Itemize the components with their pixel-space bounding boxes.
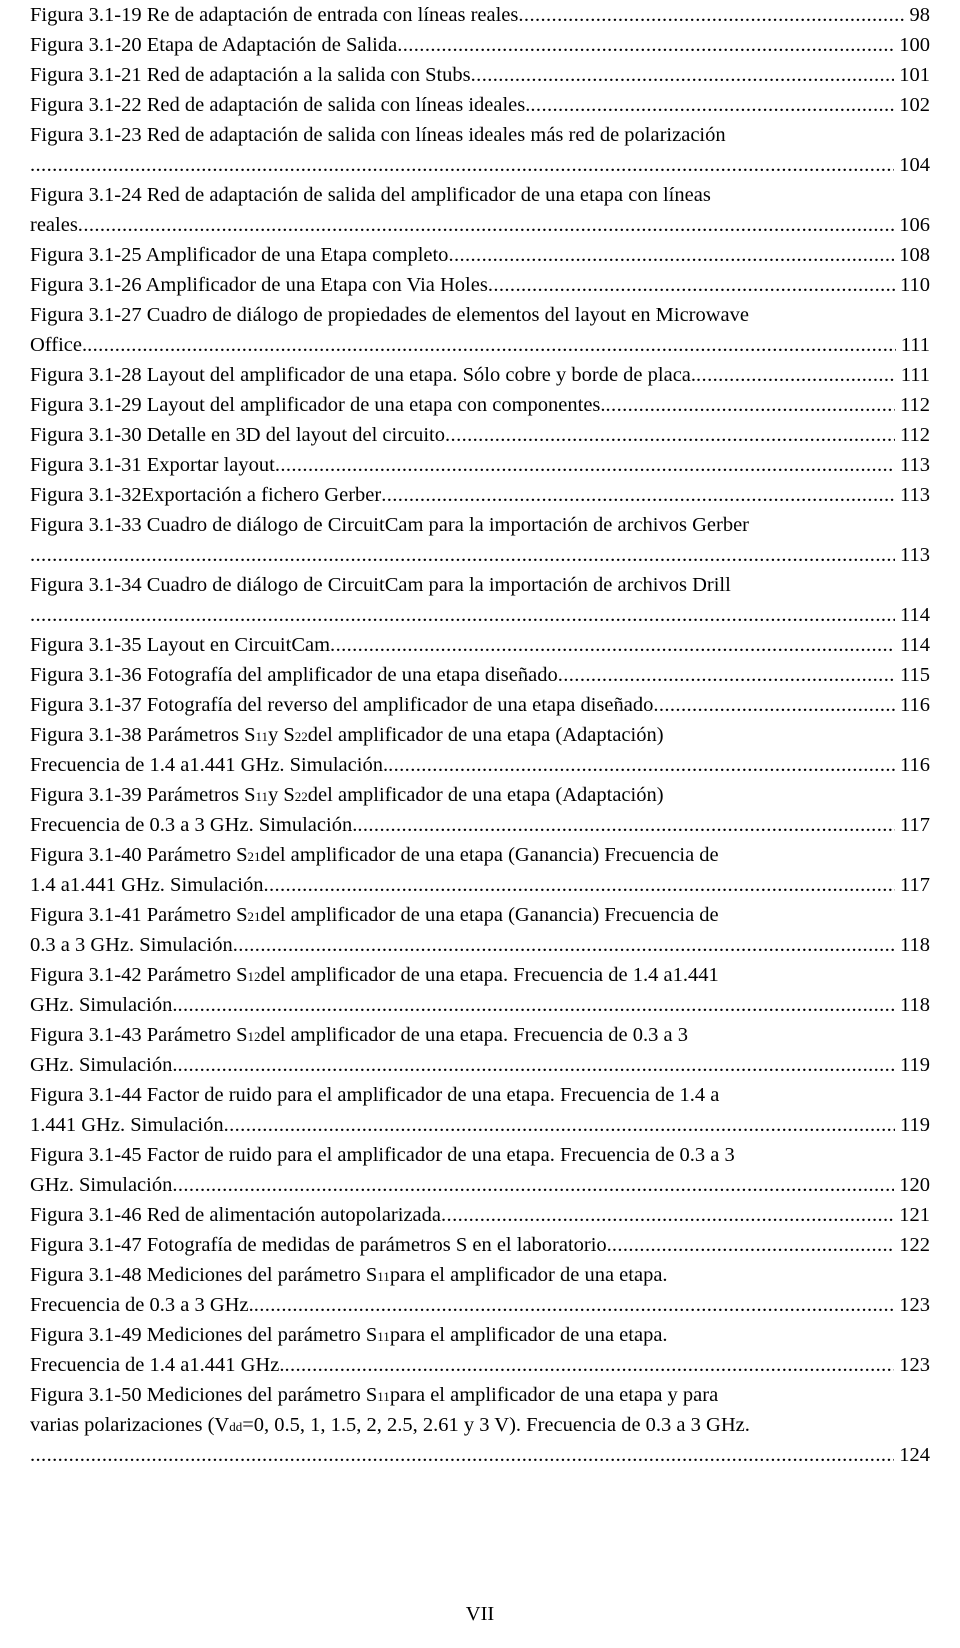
toc-entry-line [30,600,930,630]
entry-text: Figura 3.1-25 Amplificador de una Etapa completo [30,244,449,266]
toc-entry-line [30,420,930,450]
entry-page-number: 111 [900,364,930,386]
entry-text: del amplificador de una etapa (Ganancia) Frecuencia de [260,904,719,926]
toc-entry-line [30,1140,930,1170]
entry-text: GHz. Simulación. [30,994,178,1016]
entry-text: Figura 3.1-43 Parámetro S [30,1024,248,1046]
toc-entry[interactable] [30,60,930,90]
dot-leader [330,630,895,660]
subscript: 11 [255,789,269,804]
dot-leader [275,450,895,480]
entry-text: Figura 3.1-44 Factor de ruido para el amplificador de una etapa. Frecuencia de 1.4 a [30,1084,720,1106]
toc-entry[interactable] [30,660,930,690]
entry-text: Figura 3.1-21 Red de adaptación a la salida con Stubs [30,64,471,86]
entry-page-number: 112 [900,424,930,446]
entry-page-number: 111 [900,334,930,356]
entry-page-number: 120 [899,1174,930,1196]
entry-page-number: 123 [899,1354,930,1376]
toc-entry[interactable] [30,510,930,570]
entry-page-number: 119 [900,1114,930,1136]
subscript: 22 [294,789,308,804]
toc-entry-line [30,1110,930,1140]
entry-text: =0, 0.5, 1, 1.5, 2, 2.5, 2.61 y 3 V). Frecuencia de 0.3 a 3 GHz. [242,1414,750,1436]
entry-page-number: 100 [899,34,930,56]
toc-entry-line [30,270,930,300]
entry-page-number: 118 [900,994,930,1016]
subscript: 12 [247,1029,261,1044]
entry-text: Figura 3.1-48 Mediciones del parámetro S [30,1264,378,1286]
entry-text: reales [30,214,78,236]
toc-entry[interactable] [30,450,930,480]
entry-page-number: 114 [900,604,930,626]
dot-leader [606,390,895,420]
entry-page-number: 113 [900,454,930,476]
toc-entry[interactable] [30,1080,930,1140]
entry-page-number: 121 [899,1204,930,1226]
dot-leader [488,270,895,300]
entry-text: Figura 3.1-34 Cuadro de diálogo de CircuitCam para la importación de archivos Drill [30,574,731,596]
dot-leader [87,330,896,360]
toc-entry-line [30,870,930,900]
entry-page-number: 117 [900,874,930,896]
toc-entry-line [30,30,930,60]
entry-text: 1.441 GHz. Simulación [30,1114,224,1136]
dot-leader [445,420,895,450]
toc-entry[interactable] [30,840,930,900]
dot-leader [530,90,894,120]
entry-text: varias polarizaciones (V [30,1414,230,1436]
subscript: 21 [247,909,261,924]
entry-page-number: 123 [899,1294,930,1316]
dot-leader [263,870,895,900]
dot-leader [471,60,895,90]
toc-entry[interactable] [30,630,930,660]
dot-leader [254,1290,895,1320]
toc-entry[interactable] [30,1320,930,1380]
entry-text: Frecuencia de 0.3 a 3 GHz. [30,1294,254,1316]
toc-entry[interactable] [30,300,930,360]
entry-page-number: 104 [899,154,930,176]
toc-entry[interactable] [30,720,930,780]
entry-page-number: 117 [900,814,930,836]
list-of-figures [30,0,930,1470]
dot-leader [30,1440,894,1470]
entry-text: para el amplificador de una etapa. [389,1324,668,1346]
toc-entry-line [30,0,930,30]
toc-entry-line [30,1290,930,1320]
entry-page-number: 122 [899,1234,930,1256]
entry-text: Figura 3.1-35 Layout en CircuitCam [30,634,331,656]
entry-text: Figura 3.1-41 Parámetro S [30,904,248,926]
toc-entry-line [30,510,930,540]
entry-text: del amplificador de una etapa. Frecuencia de 1.4 a1.441 [260,964,719,986]
entry-text: Figura 3.1-39 Parámetros S [30,784,256,806]
entry-text: Figura 3.1-24 Red de adaptación de salida del amplificador de una etapa con líneas [30,184,711,206]
entry-text: Figura 3.1-33 Cuadro de diálogo de CircuitCam para la importación de archivos Gerber [30,514,749,536]
toc-entry-line [30,840,930,870]
toc-entry-line [30,1230,930,1260]
toc-entry[interactable] [30,1260,930,1320]
subscript: 21 [247,849,261,864]
toc-entry-line [30,990,930,1020]
entry-text: Figura 3.1-22 Red de adaptación de salida con líneas ideales. [30,94,531,116]
toc-entry[interactable] [30,780,930,840]
toc-entry-line [30,480,930,510]
entry-text: Office. [30,334,88,356]
dot-leader [284,1350,894,1380]
dot-leader [30,600,895,630]
entry-text: Figura 3.1-30 Detalle en 3D del layout del circuito [30,424,446,446]
entry-text: y S [268,724,295,746]
entry-text: Figura 3.1-38 Parámetros S [30,724,256,746]
entry-page-number: 115 [900,664,930,686]
entry-text: Frecuencia de 0.3 a 3 GHz. Simulación. [30,814,358,836]
entry-text: Figura 3.1-26 Amplificador de una Etapa con Via Holes [30,274,488,296]
toc-entry-line [30,1020,930,1050]
toc-entry-line [30,150,930,180]
dot-leader [177,990,895,1020]
toc-entry[interactable] [30,0,930,30]
toc-entry-line [30,660,930,690]
toc-entry[interactable] [30,900,930,960]
entry-page-number: 110 [900,274,930,296]
subscript: 12 [247,969,261,984]
entry-text: Figura 3.1-50 Mediciones del parámetro S [30,1384,378,1406]
entry-text: Figura 3.1-27 Cuadro de diálogo de propiedades de elementos del layout en Microwave [30,304,750,326]
toc-entry-line [30,690,930,720]
entry-text: Figura 3.1-47 Fotografía de medidas de parámetros S en el laboratorio. [30,1234,612,1256]
toc-entry-line [30,1320,930,1350]
toc-entry-line [30,750,930,780]
toc-entry-line [30,1170,930,1200]
toc-entry-line [30,1350,930,1380]
toc-entry-line [30,1260,930,1290]
entry-text: del amplificador de una etapa (Adaptación) [307,784,664,806]
entry-page-number: 98 [909,4,930,26]
entry-text: Figura 3.1-19 Re de adaptación de entrada con líneas reales [30,4,519,26]
toc-entry[interactable] [30,240,930,270]
entry-text: GHz. Simulación. [30,1054,178,1076]
dot-leader [653,690,895,720]
entry-text: Figura 3.1-40 Parámetro S [30,844,248,866]
entry-text: Figura 3.1-42 Parámetro S [30,964,248,986]
entry-text: Figura 3.1-23 Red de adaptación de salida con líneas ideales más red de polarización [30,124,726,146]
dot-leader [233,930,895,960]
toc-entry[interactable] [30,480,930,510]
entry-page-number: 114 [900,634,930,656]
subscript: dd [229,1419,243,1434]
dot-leader [558,660,895,690]
dot-leader [30,150,894,180]
entry-page-number: 106 [899,214,930,236]
entry-page-number: 116 [900,694,930,716]
toc-entry-line [30,570,930,600]
entry-text: 1.4 a1.441 GHz. Simulación [30,874,264,896]
entry-text: para el amplificador de una etapa. [389,1264,668,1286]
toc-entry[interactable] [30,120,930,180]
toc-entry-line [30,1080,930,1110]
toc-entry-line [30,1050,930,1080]
toc-entry-line [30,1380,930,1410]
toc-entry-line [30,930,930,960]
toc-entry-line [30,720,930,750]
dot-leader [78,210,894,240]
toc-entry[interactable] [30,690,930,720]
toc-entry[interactable] [30,270,930,300]
toc-entry[interactable] [30,420,930,450]
toc-entry[interactable] [30,1230,930,1260]
toc-entry[interactable] [30,390,930,420]
dot-leader [177,1050,895,1080]
entry-page-number: 101 [899,64,930,86]
toc-entry-line [30,330,930,360]
entry-text: Frecuencia de 1.4 a1.441 GHz. [30,1354,285,1376]
entry-text: Figura 3.1-37 Fotografía del reverso del amplificador de una etapa diseñado [30,694,654,716]
dot-leader [448,240,894,270]
toc-entry[interactable] [30,360,930,390]
entry-page-number: 116 [900,754,930,776]
dot-leader [397,30,894,60]
toc-entry-line [30,1440,930,1470]
toc-entry-line [30,810,930,840]
dot-leader [224,1110,895,1140]
entry-text: Figura 3.1-32Exportación a fichero Gerber [30,484,382,506]
entry-text: Frecuencia de 1.4 a1.441 GHz. Simulación. [30,754,389,776]
toc-entry[interactable] [30,570,930,630]
toc-entry-line [30,60,930,90]
entry-text: GHz. Simulación [30,1174,173,1196]
toc-entry[interactable] [30,1200,930,1230]
subscript: 11 [377,1389,390,1404]
toc-entry-line [30,1200,930,1230]
toc-entry-line [30,360,930,390]
entry-text: del amplificador de una etapa (Adaptación) [307,724,664,746]
entry-text: Figura 3.1-28 Layout del amplificador de una etapa. Sólo cobre y borde de placa. [30,364,697,386]
subscript: 11 [377,1269,390,1284]
toc-entry[interactable] [30,180,930,240]
entry-page-number: 108 [899,244,930,266]
dot-leader [357,810,895,840]
toc-entry-line [30,240,930,270]
toc-entry-line [30,900,930,930]
toc-entry-line [30,1410,930,1440]
dot-leader [612,1230,894,1260]
entry-text: del amplificador de una etapa (Ganancia) Frecuencia de [260,844,719,866]
entry-page-number: 124 [899,1444,930,1466]
dot-leader [518,0,904,30]
dot-leader [696,360,896,390]
entry-text: Figura 3.1-31 Exportar layout [30,454,275,476]
toc-entry[interactable] [30,30,930,60]
toc-entry[interactable] [30,1380,930,1470]
dot-leader [388,750,895,780]
dot-leader [381,480,895,510]
entry-text: Figura 3.1-45 Factor de ruido para el amplificador de una etapa. Frecuencia de 0.3 a 3 [30,1144,735,1166]
toc-entry-line [30,960,930,990]
entry-page-number: 118 [900,934,930,956]
entry-text: Figura 3.1-36 Fotografía del amplificador de una etapa diseñado [30,664,558,686]
toc-entry-line [30,90,930,120]
toc-entry-line [30,390,930,420]
toc-entry-line [30,540,930,570]
entry-text: Figura 3.1-46 Red de alimentación autopolarizada [30,1204,442,1226]
subscript: 11 [255,729,269,744]
toc-entry-line [30,450,930,480]
subscript: 11 [377,1329,390,1344]
toc-entry-line [30,210,930,240]
entry-text: para el amplificador de una etapa y para [389,1384,719,1406]
entry-page-number: 113 [900,544,930,566]
toc-entry[interactable] [30,1020,930,1080]
dot-leader [172,1170,894,1200]
entry-page-number: 102 [899,94,930,116]
subscript: 22 [294,729,308,744]
dot-leader [30,540,895,570]
toc-entry-line [30,630,930,660]
toc-entry[interactable] [30,90,930,120]
entry-page-number: 119 [900,1054,930,1076]
toc-entry-line [30,180,930,210]
page-number: VII [465,1603,495,1625]
entry-text: Figura 3.1-49 Mediciones del parámetro S [30,1324,378,1346]
toc-entry[interactable] [30,960,930,1020]
entry-text: y S [268,784,295,806]
toc-entry[interactable] [30,1140,930,1200]
dot-leader [441,1200,894,1230]
entry-text: Figura 3.1-29 Layout del amplificador de una etapa con componentes. [30,394,606,416]
entry-page-number: 113 [900,484,930,506]
toc-entry-line [30,120,930,150]
entry-text: del amplificador de una etapa. Frecuencia de 0.3 a 3 [260,1024,688,1046]
toc-entry-line [30,300,930,330]
entry-page-number: 112 [900,394,930,416]
entry-text: 0.3 a 3 GHz. Simulación [30,934,233,956]
toc-entry-line [30,780,930,810]
entry-text: Figura 3.1-20 Etapa de Adaptación de Salida [30,34,398,56]
